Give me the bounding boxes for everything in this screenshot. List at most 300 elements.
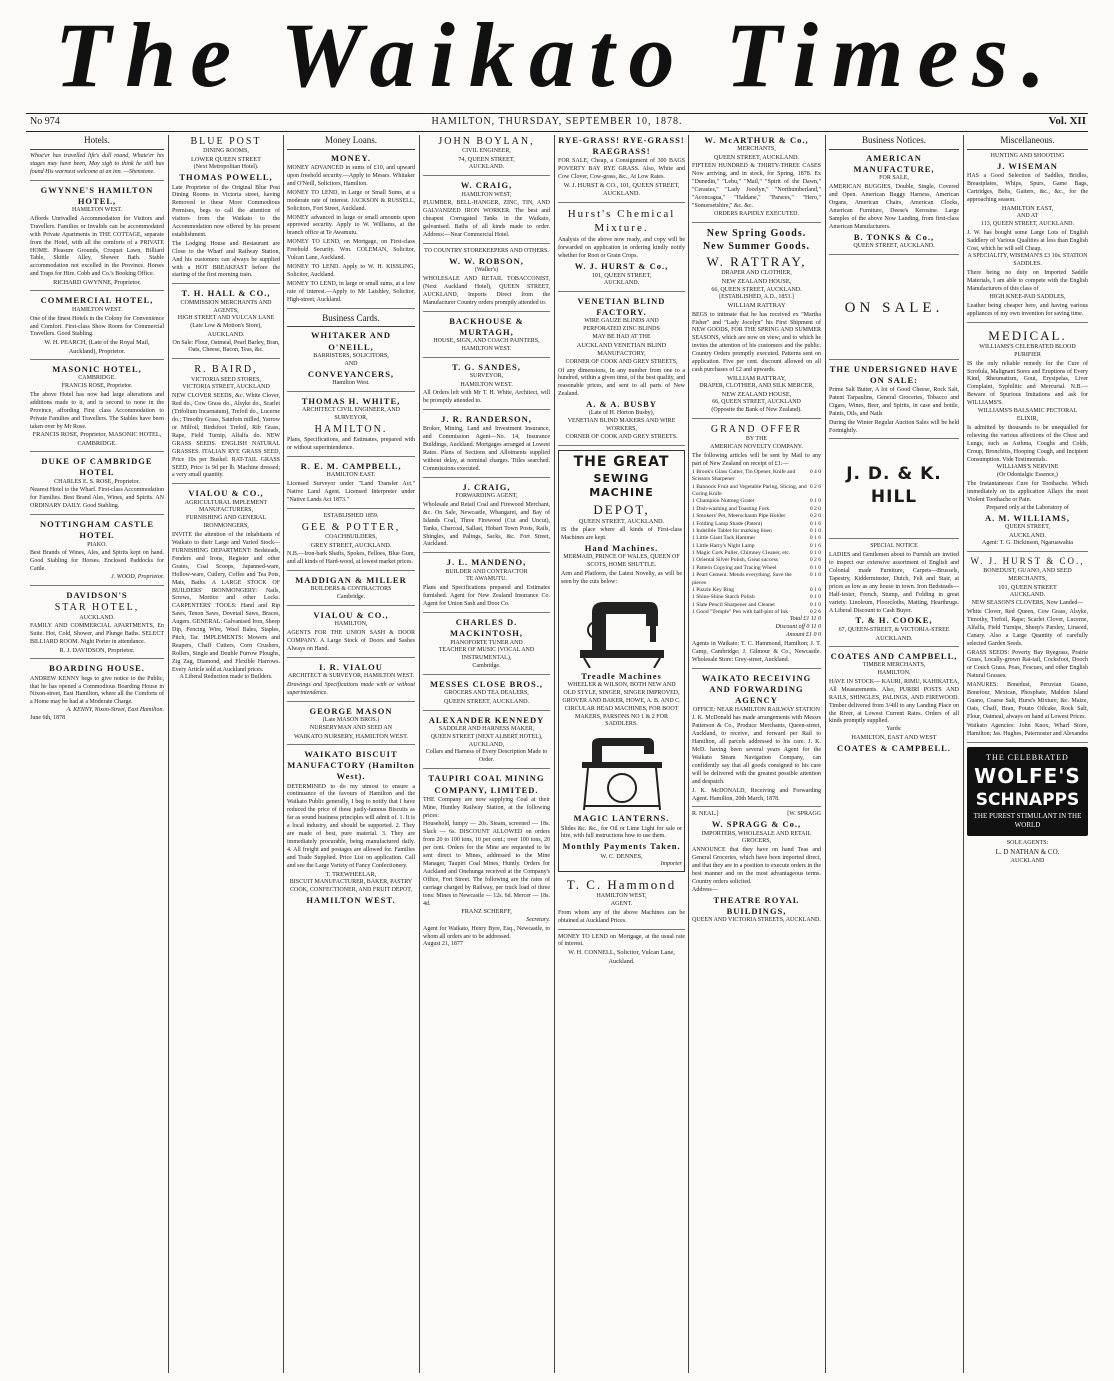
dateline — [0, 114, 1114, 130]
ad-subtitle-2: AMERICAN NOVELTY COMPANY. — [710, 444, 803, 451]
offer-item — [692, 528, 821, 535]
ad-signature: T. & H. COOKE, — [855, 615, 933, 626]
ad-agent-name: L. D NATHAN & CO. — [995, 848, 1060, 857]
ad-body: MONEY TO LEND, in large or small sums, at a low rate of interest.—Apply to Mr Laishley, Solicitor, High-street, Auckland. — [287, 280, 415, 303]
ad-signature: A. KENNY, Nixon-Street, East Hamilton. — [66, 707, 164, 714]
ad-craig-forwarding — [423, 482, 550, 554]
ad-title: I. R. VIALOU — [319, 661, 383, 672]
ad-title: NOTTINGHAM CASTLE HOTEL — [39, 519, 155, 541]
ad-subtitle: ARCHITECT CIVIL ENGINEER, AND SURVEYOR, — [302, 406, 400, 421]
ad-address-2: 113, QUEEN STREET, AUCKLAND. — [981, 220, 1074, 227]
column-three — [287, 135, 415, 1375]
ad-baird — [172, 363, 280, 484]
ad-body: IS the place where all kinds of First-class Machines are kept. — [561, 527, 682, 541]
ad-signature: J. K. McDONALD, Receiving and Forwarding Agent. Hamilton, 20th March, 1878. — [692, 787, 821, 802]
ad-rates: Household, lumpy — 20s. Steam, screened — 18s. Slack — 6s. DISCOUNT ALLOWED on orders from 20 to 100 tons, 10 per cent.; over 100 tons, 20 per cent. Orders for the Mine are requested to be sent direct to Mines, addressed to the Mine Manager, Taupiri Coal Mines, Huntly. Orders for Auckland and Onehunga received at the Company's Office, Fort Street. The following are the rates of carriage charged by Railway, per truck load of three tons: Mines to Newcastle — 12s. 6d. Mercer — 18s. 4d. — [423, 821, 550, 907]
ad-title-3: DEPOT, — [593, 501, 650, 517]
ad-address: QUEEN STREET, AUCKLAND. — [578, 517, 665, 525]
ad-knee: HIGH KNEE-PAD SADDLES, — [989, 293, 1066, 300]
offer-item-name: 1 Smokers' Pet, Meerschaum Pipe Holder — [692, 513, 786, 520]
ad-vialou — [172, 488, 280, 685]
ad-owner: FRANCIS ROSE, Proprietor. — [61, 383, 133, 390]
offer-item — [692, 550, 821, 557]
column-divider — [825, 135, 826, 1373]
ad-place: THEATRE ROYAL BUILDINGS, — [713, 894, 800, 917]
ad-ryegrass — [558, 135, 685, 203]
ad-title: J. L. MANDENO, — [446, 557, 527, 568]
ad-note: Agent for Waikato, Henry Byre, Esq., Newcastle, to whom all orders are to be addressed. — [423, 925, 550, 940]
ad-place: AUCKLAND. — [207, 331, 245, 339]
ad-subtitle: TIMBER MERCHANTS, — [862, 662, 926, 669]
ad-title: CHARLES D. MACKINTOSH, — [450, 617, 523, 639]
ad-subtitle: (Late MASON BROS.) — [322, 716, 380, 723]
offer-item-price: 0 2 0 — [809, 513, 821, 520]
ad-title: THE GREAT — [573, 454, 670, 471]
offer-item-name: 1 Little Giant Tack Hammer — [692, 535, 756, 542]
ad-name: STAR HOTEL, — [54, 602, 140, 614]
offer-item — [692, 469, 821, 484]
ad-body: From whom any of the above Machines can be obtained at Auckland Prices. — [558, 909, 685, 924]
ad-hand-heading: Hand Machines. — [584, 542, 659, 553]
offer-item — [692, 602, 821, 609]
ad-title: W. CRAIG, — [460, 180, 513, 191]
column-seven — [829, 135, 959, 1375]
ad-subtitle: DINING ROOMS, — [203, 148, 249, 155]
ad-signature: WILLIAM RATTRAY, — [727, 374, 786, 382]
ad-opposite: (Opposite the Bank of New Zealand). — [711, 407, 802, 414]
column-divider — [963, 135, 964, 1373]
ad-blue-post — [172, 135, 280, 284]
ad-nervine-2: (Or Odontalgic Essence,) — [997, 472, 1058, 479]
ad-subtitle-2: NURSERYMAN AND SEED AN — [309, 724, 393, 731]
ad-title: T. C. Hammond — [566, 876, 677, 892]
ad-title: BACKHOUSE & MURTAGH, — [449, 315, 524, 337]
ad-medical — [967, 327, 1088, 553]
ad-place: HAMILTON WEST. — [461, 345, 512, 352]
top-rule — [26, 113, 1088, 114]
offer-item-price: 0 1 0 — [809, 601, 821, 608]
offer-item-price: 0 2 6 — [809, 483, 821, 490]
ad-subtitle: CIVIL ENGINEER, — [462, 148, 511, 155]
ad-body: Plans, Specifications, and Estimates, prepared with or without superintendence. — [287, 436, 415, 451]
offer-item — [692, 565, 821, 572]
masthead — [0, 0, 1114, 118]
ad-body: MONEY advanced in large or small amounts upon approved security. Apply to W. Williams, at the branch office at Te Awamutu. — [287, 214, 415, 237]
sewing-machine-illustration — [572, 590, 672, 668]
ad-kennedy — [423, 715, 550, 770]
ad-backhouse — [423, 316, 550, 358]
ad-address: QUEEN STREET, AUCKLAND. — [443, 698, 530, 706]
ad-place: AUCKLAND. — [79, 614, 115, 621]
ad-lanterns-heading: MAGIC LANTERNS. — [573, 813, 670, 824]
offer-item-name: 1 Dish-washing and Toasting Fork — [692, 505, 770, 512]
ad-title: VIALOU & CO., — [188, 488, 264, 499]
ad-body: FOR SALE, Cheap, a Consignment of 300 BAGS POVERTY BAY RYE GRASS. Also, White and Cow Clover, Cow-grass, &c., At Low Rates. — [558, 158, 685, 181]
ad-body: Nearest Hotel to the Wharf. First-class Accommodation for Families. Best Brand Ales, Wines, and Spirits. AN ORDINARY DAILY. Good Stabling. — [30, 487, 164, 510]
ad-place: AUCKLAND. — [1009, 592, 1046, 599]
section-head-hotels: Hotels. — [30, 135, 164, 150]
offer-amount: Amount £1 0 0 — [785, 632, 821, 639]
ad-place: HAMILTON. — [314, 423, 388, 435]
ad-address-note: (Next Metropolitan Hotel). — [193, 164, 259, 171]
ad-signature: A. M. WILLIAMS, — [985, 512, 1070, 523]
ad-body: All Orders left with Mr T. H. White, Architect, will be promptly attended to. — [423, 390, 550, 405]
ad-body: MONEY TO LEND, on Mortgage, on First-class Freehold Security. Wm. COLEMAN, Solicitor, Vulcan Lane, Auckland. — [287, 239, 415, 262]
ad-signature: W. C. DENNES, — [600, 852, 643, 860]
offer-item — [692, 535, 821, 542]
ad-body: FAMILY AND COMMERCIAL APARTMENTS, En Suite. Hot, Cold, Shower, and Plunge Baths. SELECT BILLIARD ROOM. Night Porter in attendance. — [30, 623, 164, 646]
ad-title: MEDICAL. — [988, 327, 1067, 343]
ad-biscuit — [287, 749, 415, 909]
ad-title: J. CRAIG, — [462, 481, 511, 492]
ad-title: DAVIDSON'S — [66, 590, 128, 601]
ad-address: QUEEN STREET, AUCKLAND. — [853, 242, 935, 249]
ad-body: The following articles will be sent by Mail to any part of New Zealand on receipt of £1:— — [692, 453, 821, 468]
ad-prepared: Prepared only at the Laboratory of — [986, 504, 1069, 511]
ad-place: Hamilton West. — [332, 379, 370, 386]
ad-agents: Agents in Waikato: T. C. Hammond, Hamilton; J. T. Camp, Cambridge; J. Gilmour & Co., Newcastle. Wholesale Store: Grey-street, Auckland. — [692, 641, 821, 664]
dateline-rule — [26, 131, 1088, 132]
ad-robson — [423, 248, 550, 312]
ad-subtitle: HAMILTON WEST. — [71, 207, 123, 214]
ad-subtitle-2: NEW ZEALAND HOUSE, — [721, 278, 792, 286]
ad-and: AND — [344, 360, 358, 367]
column-hotels — [30, 135, 164, 1375]
ad-title: R. BAIRD, — [194, 364, 258, 376]
ad-body: Licensed Surveyor under "Land Transfer Act." Native Land Agent. Licensed Interpreter under "Native Lands Act 1873." — [287, 480, 415, 503]
ad-body-3: Slides &c. &c., for Oil or Lime Light for sale or hire, with full instructions how to use them. — [561, 825, 682, 840]
offer-item-price: 0 4 0 — [809, 468, 821, 475]
ad-title: TO COUNTRY STOREKEEPERS AND OTHERS. — [424, 247, 549, 254]
issue-number: No 974 — [30, 116, 60, 127]
ad-title: BLUE POST — [190, 136, 262, 147]
ad-place: CORNER OF COOK AND GREY STREETS. — [565, 434, 678, 441]
ad-place: AUCKLAND. — [603, 280, 640, 287]
ad-white — [287, 396, 415, 457]
ad-sale: On Sale: Flour, Oatmeal, Pearl Barley, Bran, Oats, Cheese, Bacon, Teas, &c. — [172, 339, 280, 354]
ad-signature: W. H. CONNELL, Solicitor, Vulcan Lane, Auckland. — [568, 949, 675, 965]
ad-craig — [423, 180, 550, 244]
ad-body: Of any dimensions, In any number from one to a hundred, within a given time, of the best quality, and reasonable prices, and sent to all parts of New Zealand. — [558, 367, 685, 398]
ad-name: W. RATTRAY, — [706, 254, 807, 270]
ad-place: AUCKLAND. — [875, 634, 913, 642]
offer-item-name: 1 Puzzle Key Ring — [692, 586, 735, 593]
ad-title: W. SPRAGG & Co., — [711, 819, 802, 830]
ad-date: June 6th, 1878 — [30, 715, 66, 722]
ad-address: 67, QUEEN-STREET, & VICTORIA-STREE — [838, 626, 950, 633]
ad-subtitle: WIRE GAUZE BLINDS AND — [584, 318, 659, 325]
ad-title: GWYNNE'S HAMILTON HOTEL, — [40, 184, 154, 206]
ad-undersigned — [829, 364, 959, 440]
ad-title: J. R. RANDERSON, — [441, 414, 532, 425]
ad-body: MONEY TO LEND, in Large or Small Sums, at a moderate rate of interest. JACKSON & RUSSELL, Solicitors, Fort Street, Auckland. — [287, 189, 415, 212]
ad-body: AGENTS FOR THE UNION SASH & DOOR COMPANY. A Large Stock of Doors and Sashes Always on Hand. — [287, 629, 415, 652]
offer-item-name: 1 Little Harry's Night Lamp — [692, 542, 755, 549]
ad-address-label: Address— — [692, 886, 718, 893]
ad-signature-2: BISCUIT MANUFACTURER, BAKER, PASTRY COOK, CONFECTIONER, AND FRUIT DEPOT, — [289, 878, 413, 893]
ad-title: COATES AND CAMPBELL, — [830, 650, 958, 661]
ad-signature-2: Secretary. — [526, 916, 550, 923]
ad-body: HAS a Good Selection of Saddles, Bridles, Breastplates, Whips, Spurs, Game Bags, Cartridges, Belts, Gaiters, &c., &c., for the approaching season. — [967, 173, 1088, 203]
ad-body: PLUMBER, BELL-HANGER, ZINC, TIN, AND GALVANIZED IRON WORKER. The best and cheapest Corrugated Tanks in the Waikato, galvanised. Baths of all kinds made to order. Address:—Near Commercial Hotel. — [423, 200, 550, 239]
ad-signature: W. H. PEARCH, (Late of the Royal Mail, Auckland), Proprietor. — [44, 339, 150, 355]
ad-sole-agents: SOLE AGENTS: — [1006, 840, 1049, 847]
ad-signature: T. TREWHEELAR, — [325, 870, 377, 878]
ad-balsam: WILLIAMS'S BALSAMIC PECTORAL ELIXIR, — [977, 408, 1078, 423]
ad-hurst-mixture — [558, 207, 685, 292]
offer-item-price: 0 1 6 — [809, 535, 821, 542]
column-divider — [554, 135, 555, 1373]
offer-item-name: 1 Pattern Copying and Tracing Wheel — [692, 564, 777, 571]
ad-title: ON SALE. — [844, 299, 944, 316]
ad-subtitle-2: CONVEYANCERS, — [307, 368, 395, 379]
ad-title: R. E. M. CAMPBELL, — [300, 460, 402, 471]
column-two — [172, 135, 280, 1375]
ad-title: THE UNDERSIGNED HAVE ON SALE: — [829, 363, 959, 385]
ad-subtitle: FORWARDING AGENT, — [455, 492, 518, 499]
ad-footer: ORDERS RAPIDLY EXECUTED. — [713, 210, 799, 217]
ad-address: GREY STREET, AUCKLAND. — [310, 541, 392, 549]
offer-list — [692, 469, 821, 617]
ad-agent: Agent: T. G. Dickinson, Ngaruawahia — [982, 540, 1073, 547]
ad-place: HAMILTON. — [877, 670, 911, 677]
ad-subtitle: DRAPER AND CLOTHIER, — [721, 270, 792, 277]
column-divider — [419, 135, 420, 1373]
ad-on-sale — [829, 259, 959, 360]
ad-signature: COATES & CAMPBELL. — [837, 742, 951, 753]
ad-title-2: New Summer Goods. — [702, 240, 811, 252]
ad-body-2: Arm and Platform, the Latest Novelty, as will be seen by the cuts below: — [561, 570, 682, 585]
ad-place: HAMILTON WEST. — [460, 380, 513, 388]
ad-boarding-house — [30, 663, 164, 726]
ad-manures: MANURES: Bonedust, Peruvian Guano, Bonefour, Mexican, Phosphate, Maldon Island Guano, Coarse Salt, Hurst's Mixture, &c. Maize, Oats, Chaff, Bran, Potato Oilcake, Rock Salt, Flour, Oatmeal, always on hand at Lowest Prices. — [967, 682, 1088, 720]
ad-duke-hotel — [30, 456, 164, 515]
ad-mason — [287, 706, 415, 745]
ad-signature: W. J. HURST & Co., — [574, 260, 669, 271]
ad-title: MESSES CLOSE BROS., — [429, 679, 543, 690]
ad-subtitle: BUILDERS & CONTRACTORS — [310, 585, 392, 592]
ad-body: Late Proprietor of the Original Blue Post Dining Rooms in Victoria street, having Removed to these More Commodious Premises, begs to call the attention of visitors from the Waikato to the Accommodation now offered by his present establishment. — [172, 184, 280, 238]
ad-body-4: Leather being cheaper here, and having various appliances of my own invention for saving time. — [967, 302, 1088, 317]
newspaper-title: The Waikato Times. — [54, 4, 1060, 106]
ad-nottingham-hotel — [30, 519, 164, 586]
offer-item — [692, 521, 821, 528]
offer-item-price: 0 2 6 — [809, 609, 821, 616]
ad-subtitle: HAMILTON WEST. — [71, 306, 123, 313]
ad-body: Affords Unrivalled Accommodation for Visitors and Travellers. Families or Invalids can be accommodated with Private Apartments in THE COTTAGE, separate from the Hotel, with all the comforts of a PRIVATE HOME. Pleasure Grounds, Croquet Lawn, Billiard Table, Skittle Alley, Shower Bath. Stable accommodation not excelled in the Province. Horses and Traps for Hire. Cobb and Co.'s Booking Office. — [30, 215, 164, 278]
ad-name: W. W. ROBSON, — [449, 255, 524, 266]
column-five — [558, 135, 685, 1375]
ad-body: LADIES and Gentlemen about to Furnish are invited to inspect our extensive assortment of English and Colonial made Furniture, Carpets—Brussels, Tapestry, Kidderminster, Dutch, Felt and Stair, at prices as low as any house in town. Iron Bedsteads—Half-tester, French, Stump, and Folding in great variety. Linoleum, Floorcloths, Matting, Hearthrugs. A Liberal Discount to Cash Buyer. — [829, 552, 959, 614]
ad-signature-3: NEW ZEALAND HOUSE, — [721, 391, 792, 399]
offer-item-name: 1 Bannock Fruit and Vegetable Paring, Slicing, and Coring Knife — [692, 483, 807, 498]
ad-subtitle: CAMBRIDGE. — [78, 375, 116, 382]
ad-spragg — [692, 811, 821, 928]
ad-body: THE Company are now supplying Coal at their Mine, Huntley Railway Station, at the following prices: — [423, 796, 550, 819]
ad-place: AUCKLAND. — [468, 164, 505, 171]
ad-title: New Spring Goods. — [706, 227, 807, 239]
ad-subtitle-2: AGENT. — [610, 900, 633, 907]
offer-item — [692, 594, 821, 601]
ad-address: LOWER QUEEN STREET — [191, 156, 261, 164]
ad-taupiri — [423, 773, 550, 952]
ad-treadle-heading: Treadle Machines — [581, 670, 662, 681]
ad-subtitle: BARRISTERS, SOLICITORS, — [313, 352, 389, 359]
ad-subtitle: AGRICULTURAL IMPLEMENT MANUFACTURERS, — [184, 499, 268, 514]
ad-title-2: SEWING MACHINE — [589, 471, 654, 500]
ad-masonic-hotel — [30, 364, 164, 452]
ad-boylan — [423, 135, 550, 176]
ad-title: SPECIAL NOTICE — [870, 543, 918, 550]
ad-subtitle: HAMILTON WEST, — [461, 191, 512, 198]
ad-gwynne-hotel — [30, 185, 164, 292]
offer-item — [692, 587, 821, 594]
ad-money-loans — [287, 153, 415, 309]
ad-signature: FRANCIS ROSE, Proprietor, MASONIC HOTEL, CAMBRIDGE. — [32, 431, 162, 447]
ad-owner: CHARLES E. S. ROSE, Proprietor. — [54, 478, 140, 485]
offer-item — [692, 506, 821, 513]
ad-body-3: The Instantaneous Cure for Toothache. Which immediately on its application Allays the most Violent Toothache or Pain. — [967, 481, 1088, 504]
ad-title: HUNTING AND SHOOTING — [990, 152, 1065, 159]
ad-vialou-architect — [287, 662, 415, 702]
ad-close-bros — [423, 679, 550, 710]
ad-subtitle: FOR SALE, — [879, 175, 909, 182]
ad-subtitle-2: PERFORATED ZINC BLINDS — [583, 326, 660, 333]
ad-maddigan — [287, 575, 415, 606]
ad-owner: THOMAS POWELL, — [179, 172, 273, 183]
offer-item-name: 1 Brook's Glass Cutter, Tin Opener, Knife and Scissors Sharpener — [692, 468, 796, 483]
offer-item — [692, 557, 821, 564]
offer-item-price: 0 1 0 — [809, 594, 821, 601]
ad-subtitle: BONEDUST, GUANO, AND SEED MERCHANTS, — [983, 568, 1072, 582]
offer-item-name: 1 Folding Lamp Shade (Patent) — [692, 520, 763, 527]
ad-body-3: There being no duty on Imported Saddle Materials, I am able to compete with the English Manufacturers of this class of — [967, 270, 1088, 293]
offer-item-price: 0 1 0 — [809, 586, 821, 593]
ad-title: W. J. HURST & CO., — [970, 556, 1085, 567]
ad-commercial-hotel — [30, 295, 164, 359]
ad-mandeno — [423, 557, 550, 613]
ad-name: J. WISEMAN — [997, 160, 1058, 171]
ad-address: AUCKLAND VENETIAN BLIND MANUFACTORY, — [576, 342, 667, 358]
offer-item-price: 0 1 0 — [809, 498, 821, 505]
column-divider — [688, 135, 689, 1373]
offer-item-price: 0 1 0 — [809, 527, 821, 534]
ad-body: HAVE IN STOCK— KAURI, RIMU, KAHIKATEA, All Measurements. Also, PURIRI POSTS AND RAILS, SHINGLES, PALINGS, AND FIREWOOD. Timber delivered from 3/4ill to any Landing Place on the River, at Lowest Current Rates. Orders of all kinds promptly supplied. — [829, 678, 959, 725]
ad-signature-3: VENETIAN BLIND MAKERS AND WIRE WORKERS, — [567, 418, 676, 433]
offer-item — [692, 572, 821, 587]
ad-title: GEE & POTTER, — [301, 521, 401, 533]
ad-subtitle-2: FURNISHING AND GENERAL IRONMONGERS, — [185, 515, 266, 530]
ad-body-2: Is admitted by thousands to be unequalled for relieving the various affections of the Chest and Lungs, such as Asthma, Coughs and Colds, Croup, Bronchitis, Hooping Cough, and Incipient Consumption. Vide Testimonials. — [967, 424, 1088, 463]
ad-body: IS the only reliable remedy for the Cure of Scrofula, Malignant Sores and Eruptions of Every Kind, Rheumatism, Gout, Erysipelas, Liver Complaint, Syphilitic and Mercurial. N.B.—Beware of Spurious Imitations and ask for WILLIAMS'S. — [967, 360, 1088, 407]
ad-date: August 21, 1877 — [423, 941, 463, 948]
ad-agencies: Waikato Agencies: John Knox, Wharf Store, Hamilton; Jas. Hughes, Paternoster and Alexandra — [967, 722, 1088, 737]
ad-signature: W. J. HURST & CO., 101, QUEEN STREET, AUCKLAND. — [563, 182, 680, 198]
ad-title: WHITAKER AND O'NEILL, — [310, 330, 392, 352]
ad-partner-right: [W. SPRAGG — [787, 811, 821, 818]
offer-item-name: 1 Slate Pencil Sharpener and Cleaner — [692, 601, 776, 608]
ad-subtitle: ARCHITECT & SURVEYOR, HAMILTON WEST. — [287, 672, 415, 679]
ad-signature: B. TONKS & Co., — [853, 231, 935, 242]
ad-title: THE CELEBRATED — [986, 752, 1069, 762]
ad-body: Plans and Specifications prepared and Estimates furnished. Agent for New Zealand Insurance Co. Agent for Union Sash and Door Co. — [423, 585, 550, 608]
ad-product: SCHNAPPS — [975, 790, 1080, 811]
offer-item-price: 0 1 0 — [809, 564, 821, 571]
offer-item-name: 1 Oriental Silver Polish, Great success — [692, 557, 779, 564]
ad-subtitle: HAMILTON, — [334, 620, 368, 627]
issue-date: HAMILTON, THURSDAY, SEPTEMBER 10, 1878. — [431, 116, 683, 127]
verse-text: Whoe'er has travelled life's dull round, Whate'er his stages may have been, May sigh to think he still has found His warmest welcome at an inn. —Shenstone. — [30, 152, 164, 175]
ad-address: 101, QUEEN STREET — [998, 583, 1057, 591]
ad-hammond — [558, 876, 685, 930]
ad-signature-2: Importer — [660, 860, 682, 867]
ad-body: Wholesale and Retail Coal and Firewood Merchant, &c. On Sale, Newcastle, Whangarei, and Bay of Islands Coal, Three Firewood (Cut and Uncut), Tanks, Charcoal, Sallast, Hobart Town Posts, Rails, Shingles, and Palings, Sacks, &c. Fort Street, Auckland. — [423, 501, 550, 548]
ad-title: Hurst's Chemical Mixture. — [567, 207, 676, 235]
ad-title: ALEXANDER KENNEDY — [428, 714, 545, 725]
ad-place: Cambridge. — [472, 663, 501, 670]
ad-whitaker — [287, 330, 415, 391]
ad-address: QUEEN STREET (NEXT ALBERT HOTEL), AUCKLAND, — [430, 733, 543, 748]
ad-body: During the Winter Regular Auction Sales will be held Fortnightly. — [829, 419, 959, 434]
ad-subtitle: BUILDER AND CONTRACTOR — [445, 568, 528, 575]
column-six — [692, 135, 821, 1375]
ad-body: MONEY TO LEND. Apply to W. H. KISSLING, Solicitor, Auckland. — [287, 263, 415, 278]
ad-title: DUKE OF CAMBRIDGE HOTEL — [41, 456, 153, 478]
ad-hall — [172, 288, 280, 359]
ad-title: TAUPIRI COAL MINING COMPANY, LIMITED. — [428, 773, 545, 795]
offer-item-price: 0 2 6 — [809, 557, 821, 564]
ad-body: One of the finest Hotels in the Colony for Convenience and Comfort. First-class Show Room for Commercial Travellers. Good Stabling. — [30, 315, 164, 338]
ad-rattray — [692, 227, 821, 419]
offer-item-price: 0 1 0 — [809, 550, 821, 557]
ad-brand: WOLFE'S — [974, 764, 1081, 789]
ad-signature-2: DRAPER, CLOTHIER, AND SILK MERCER, — [699, 383, 814, 390]
ad-address: 74, QUEEN STREET, — [458, 156, 515, 164]
ad-subtitle: HOUSE, SIGN, AND COACH PAINTERS, — [433, 338, 540, 345]
ad-body: BEGS to intimate that he has received ex "Martha Fisher" and "Lady Jocelyn" his First Shipment of NEW GOODS, FOR THE SPRING AND SUMMER SEASONS, which are now on view; and to which he invites the attention of his customers and the public. Country Orders promptly executed. Patterns sent on application. Five per cent. discount allowed on all cash purchases of £2 and upwards. — [692, 311, 821, 373]
ad-body-2: The Lodging House and Restaurant are Close to the Wharf and Railway Station, And his customers can always be supplied with a HOT BREAKFAST before the starting of the first morning train. — [172, 240, 280, 279]
section-head-cards: Business Cards. — [287, 313, 415, 328]
ad-title: J. D. & K. HILL — [846, 464, 942, 507]
ad-agent-place: AUCKLAND — [1010, 857, 1045, 864]
ad-special-notice — [829, 543, 959, 647]
ad-subtitle: OFFICE: NEAR HAMILTON RAILWAY STATION — [693, 706, 820, 713]
ad-nervine: WILLIAMS'S NERVINE — [996, 464, 1059, 471]
ad-subtitle: COMMISSION MERCHANTS AND AGENTS, — [180, 299, 272, 314]
offer-item-price: 0 1 6 — [809, 520, 821, 527]
ad-body: Collars and Harness of Every Description Made to Order. — [425, 749, 548, 764]
ad-title: VIALOU & CO., — [313, 609, 389, 620]
ad-hill — [829, 443, 959, 539]
offer-item-name: 1 Magic Cork Puller, Chimney Cleaner, etc. — [692, 550, 791, 557]
ad-wolfe-schnapps — [967, 747, 1088, 837]
ad-wiseman — [967, 153, 1088, 323]
ad-treadle-names: WHEELER & WILSON, BOTH NEW AND OLD STYLE, SINGER, SINGER IMPROVED, GROVER AND BAKER, HOWE, A. B. AND C. CIRCULAR HEAD MACHINES, FOR BOOT MAKERS, PARSONS NO 1 & 2 FOR SADDLERS. — [562, 681, 681, 728]
ad-address: 101, QUEEN STREET, — [591, 271, 652, 279]
offer-item-name: 1 Indelible Tablet for marking linen — [692, 527, 772, 534]
ad-title: GRAND OFFER — [710, 424, 803, 436]
ad-body: N.B.—Iron-bark Shafts, Spokes, Felloes, Blue Gum, and all kinds of Hard-wood, at lowest market prices. — [287, 550, 415, 565]
ad-title: GEORGE MASON — [309, 705, 393, 716]
ad-title: RYE-GRASS! RYE-GRASS! RAEGRASS! — [558, 135, 685, 157]
ad-body: WHOLESALE AND RETAIL TOBACCONIST, (Next Auckland Hotel), QUEEN STREET, AUCKLAND, Imports Direct from the Manufacturer Country orders promptly attended to. — [423, 275, 550, 306]
offer-item-name: 1 Pearl Cement. Mends everything. Save the pieces — [692, 572, 792, 586]
offer-item-price: 0 1 6 — [809, 542, 821, 549]
ad-subtitle-2: TEACHER OF MUSIC (VOCAL AND INSTRUMENTAL), — [438, 647, 535, 662]
ad-subtitle: COACHBUILDERS, — [325, 533, 377, 540]
ad-signature-2: (Late of H. Horton Busby), — [588, 410, 655, 417]
ad-title: AMERICAN MANUFACTURE, — [853, 152, 935, 175]
